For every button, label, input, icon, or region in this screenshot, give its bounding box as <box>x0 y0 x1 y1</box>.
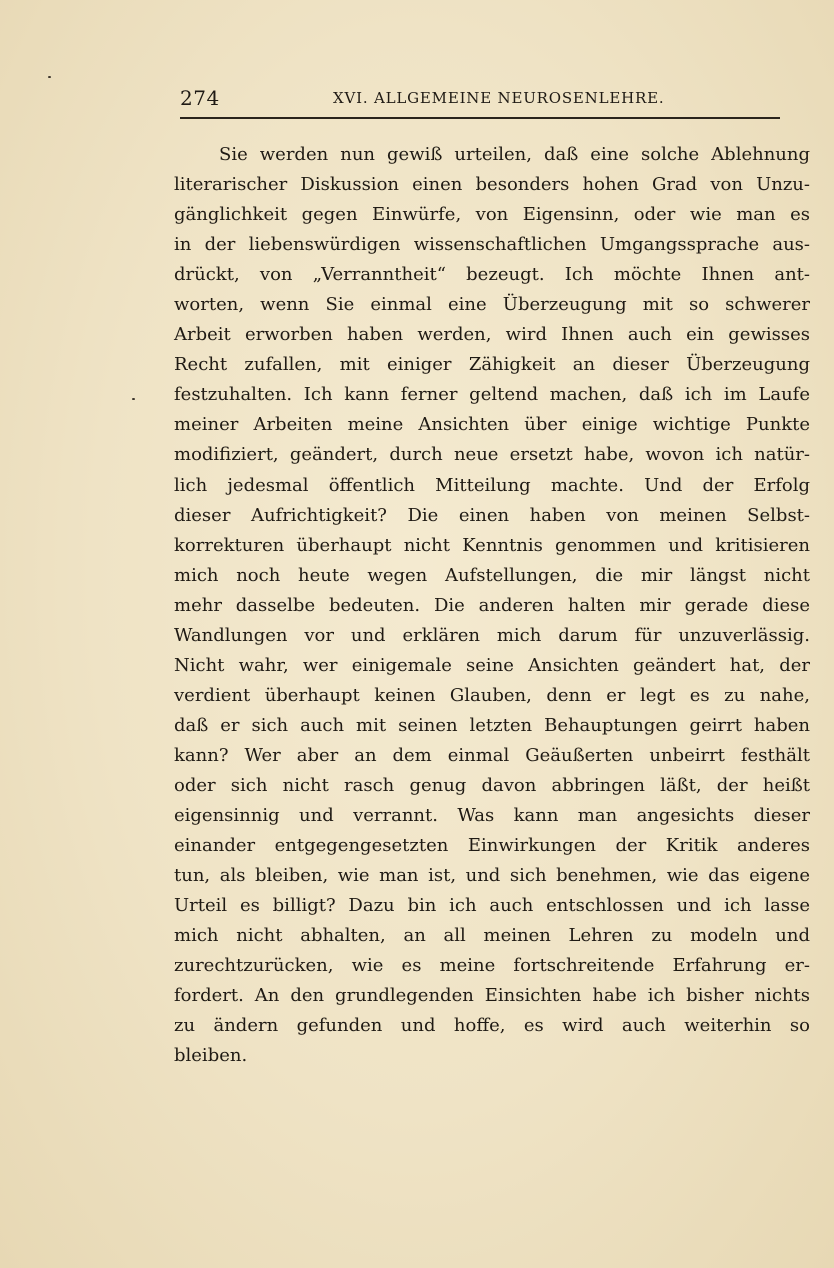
text-line: meiner Arbeiten meine Ansichten über einige wichtige Punkte <box>174 414 810 436</box>
text-line: Urteil es billigt? Dazu bin ich auch entschlossen und ich lasse <box>174 895 810 917</box>
body-paragraph <box>174 140 810 1071</box>
text-line: mich nicht abhalten, an all meinen Lehren zu modeln und <box>174 925 810 947</box>
text-line: modifiziert, geändert, durch neue ersetzt habe, wovon ich natür- <box>174 444 810 466</box>
text-line: lich jedesmal öffentlich Mitteilung machte. Und der Erfolg <box>174 474 810 496</box>
text-line: oder sich nicht rasch genug davon abbringen läßt, der heißt <box>174 774 810 796</box>
text-line: Nicht wahr, wer einigemale seine Ansichten geändert hat, der <box>174 654 810 676</box>
ink-speck <box>132 398 135 400</box>
text-line: mich noch heute wegen Aufstellungen, die mir längst nicht <box>174 564 810 586</box>
text-line: drückt, von „Verranntheit“ bezeugt. Ich möchte Ihnen ant- <box>174 264 810 286</box>
header-rule <box>180 117 780 119</box>
text-line: bleiben. <box>174 1045 248 1067</box>
text-line: kann? Wer aber an dem einmal Geäußerten unbeirrt festhält <box>174 744 810 766</box>
text-line: eigensinnig und verrannt. Was kann man angesichts dieser <box>174 805 810 827</box>
text-line: zu ändern gefunden und hoffe, es wird auch weiterhin so <box>174 1015 810 1037</box>
text-line: mehr dasselbe bedeuten. Die anderen halten mir gerade diese <box>174 594 810 616</box>
text-line: Wandlungen vor und erklären mich darum für unzuverlässig. <box>174 624 810 646</box>
text-line: Arbeit erworben haben werden, wird Ihnen auch ein gewisses <box>174 324 810 346</box>
text-line: fordert. An den grundlegenden Einsichten habe ich bisher nichts <box>174 985 810 1007</box>
text-line: Recht zufallen, mit einiger Zähigkeit an dieser Überzeugung <box>174 354 810 376</box>
text-line: in der liebenswürdigen wissenschaftlichen Umgangssprache aus- <box>174 234 810 256</box>
running-title: XVI. ALLGEMEINE NEUROSENLEHRE. <box>333 89 665 107</box>
text-line: verdient überhaupt keinen Glauben, denn er legt es zu nahe, <box>174 684 810 706</box>
text-line: gänglichkeit gegen Einwürfe, von Eigensinn, oder wie man es <box>174 204 810 226</box>
text-line: Sie werden nun gewiß urteilen, daß eine solche Ablehnung <box>219 144 810 165</box>
text-line: dieser Aufrichtigkeit? Die einen haben von meinen Selbst- <box>174 504 810 526</box>
text-line: festzuhalten. Ich kann ferner geltend machen, daß ich im Laufe <box>174 384 810 406</box>
page-header <box>180 86 780 114</box>
text-line: zurechtzurücken, wie es meine fortschreitende Erfahrung er- <box>174 955 810 977</box>
text-line: worten, wenn Sie einmal eine Überzeugung mit so schwerer <box>174 294 810 316</box>
text-line: daß er sich auch mit seinen letzten Behauptungen geirrt haben <box>174 714 810 736</box>
text-line: korrekturen überhaupt nicht Kenntnis genommen und kritisieren <box>174 534 810 556</box>
text-line: einander entgegengesetzten Einwirkungen der Kritik anderes <box>174 835 810 857</box>
text-line: literarischer Diskussion einen besonders hohen Grad von Unzu- <box>174 174 810 196</box>
page-number: 274 <box>180 86 220 110</box>
text-line: tun, als bleiben, wie man ist, und sich benehmen, wie das eigene <box>174 865 810 887</box>
ink-speck <box>48 76 51 78</box>
